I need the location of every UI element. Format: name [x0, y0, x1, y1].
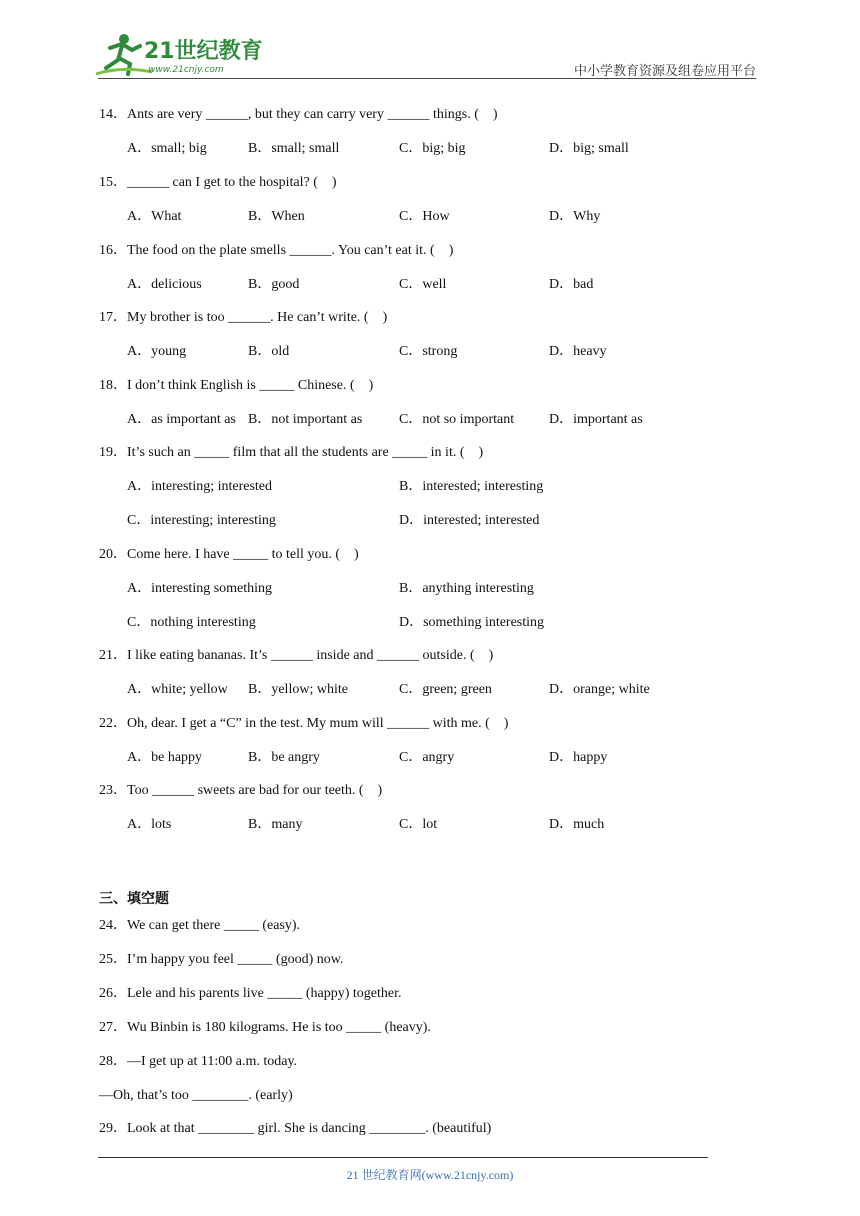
footer-text: 21 世纪教育网(www.21cnjy.com) — [346, 1168, 514, 1182]
answer-option[interactable]: D．much — [549, 817, 605, 832]
svg-text:21世纪教育: 21世纪教育 — [144, 39, 263, 64]
question-text: It’s such an _____ film that all the students are _____ in it. ( ) — [127, 445, 484, 460]
answer-option[interactable]: B．good — [248, 277, 300, 292]
answer-option[interactable]: A．interesting; interested — [127, 479, 273, 494]
question-number: 16． — [99, 243, 127, 258]
question-text: My brother is too ______. He can’t write. ( ) — [127, 310, 388, 325]
answer-option[interactable]: B．be angry — [248, 750, 320, 765]
answer-option[interactable]: B．many — [248, 817, 303, 832]
fill-question — [99, 1120, 491, 1138]
answer-option[interactable]: B．not important as — [248, 412, 363, 427]
answer-option[interactable]: A．lots — [127, 817, 172, 832]
site-logo — [92, 30, 267, 78]
question-number: 17． — [99, 310, 127, 325]
answer-option[interactable]: C．How — [399, 209, 450, 224]
question-text: Come here. I have _____ to tell you. ( ) — [127, 547, 359, 562]
answer-option[interactable]: D．big; small — [549, 141, 629, 156]
fill-question — [99, 985, 401, 1003]
question-stem — [99, 546, 359, 564]
question-number: 27． — [99, 1020, 127, 1035]
question-text: Lele and his parents live _____ (happy) together. — [127, 986, 402, 1001]
answer-option[interactable]: C．strong — [399, 344, 458, 359]
question-stem — [99, 242, 453, 260]
answer-option[interactable]: A．as important as — [127, 412, 236, 427]
question-number: 26． — [99, 986, 127, 1001]
question-text: ______ can I get to the hospital? ( ) — [127, 175, 337, 190]
question-stem — [99, 444, 483, 462]
answer-option[interactable]: A．small; big — [127, 141, 207, 156]
answer-option[interactable]: A．What — [127, 209, 182, 224]
question-text: I don’t think English is _____ Chinese. ( ) — [127, 378, 374, 393]
answer-option[interactable]: A．be happy — [127, 750, 203, 765]
answer-option[interactable]: D．important as — [549, 412, 643, 427]
answer-option[interactable]: D．orange; white — [549, 682, 650, 697]
answer-option[interactable]: A．young — [127, 344, 187, 359]
answer-option[interactable]: B．yellow; white — [248, 682, 348, 697]
answer-option[interactable]: C．green; green — [399, 682, 492, 697]
fill-question — [99, 951, 343, 969]
question-text: Oh, dear. I get a “C” in the test. My mum will ______ with me. ( ) — [127, 716, 509, 731]
question-text: —Oh, that’s too ________. (early) — [99, 1088, 293, 1103]
answer-option[interactable]: B．When — [248, 209, 305, 224]
question-stem — [99, 309, 387, 327]
question-text: The food on the plate smells ______. You can’t eat it. ( ) — [127, 243, 454, 258]
footer-divider — [98, 1157, 708, 1158]
question-stem — [99, 647, 493, 665]
answer-option[interactable]: B．old — [248, 344, 290, 359]
question-stem — [99, 106, 498, 124]
answer-option[interactable]: B．interested; interesting — [399, 479, 544, 494]
answer-option[interactable]: C．nothing interesting — [127, 615, 256, 630]
question-text: —I get up at 11:00 a.m. today. — [127, 1054, 298, 1069]
question-number: 28． — [99, 1054, 127, 1069]
answer-option[interactable]: B．small; small — [248, 141, 340, 156]
question-number: 22． — [99, 716, 127, 731]
question-text: I like eating bananas. It’s ______ inside and ______ outside. ( ) — [127, 648, 494, 663]
question-text: Look at that ________ girl. She is dancing ________. (beautiful) — [127, 1121, 492, 1136]
answer-option[interactable]: D．Why — [549, 209, 601, 224]
answer-option[interactable]: D．bad — [549, 277, 594, 292]
question-text: Wu Binbin is 180 kilograms. He is too _____ (heavy). — [127, 1020, 431, 1035]
question-number: 25． — [99, 952, 127, 967]
question-number: 18． — [99, 378, 127, 393]
header-divider — [98, 78, 756, 79]
answer-option[interactable]: C．big; big — [399, 141, 466, 156]
question-number: 14． — [99, 107, 127, 122]
fill-question — [99, 1019, 431, 1037]
answer-option[interactable]: A．delicious — [127, 277, 202, 292]
question-number: 23． — [99, 783, 127, 798]
question-stem — [99, 715, 508, 733]
answer-option[interactable]: C．interesting; interesting — [127, 513, 276, 528]
svg-text:www.21cnjy.com: www.21cnjy.com — [148, 65, 224, 75]
fill-question — [99, 1053, 297, 1071]
question-stem — [99, 782, 382, 800]
question-number: 20． — [99, 547, 127, 562]
answer-option[interactable]: D．interested; interested — [399, 513, 540, 528]
section-title: 三、填空题 — [99, 891, 169, 907]
answer-option[interactable]: B．anything interesting — [399, 581, 534, 596]
answer-option[interactable]: C．well — [399, 277, 447, 292]
fill-question — [99, 1087, 293, 1105]
answer-option[interactable]: D．happy — [549, 750, 608, 765]
page-header — [0, 0, 860, 80]
answer-option[interactable]: D．heavy — [549, 344, 607, 359]
question-number: 21． — [99, 648, 127, 663]
answer-option[interactable]: A．white; yellow — [127, 682, 228, 697]
question-text: We can get there _____ (easy). — [127, 918, 301, 933]
question-stem — [99, 377, 373, 395]
answer-option[interactable]: D．something interesting — [399, 615, 545, 630]
question-number: 19． — [99, 445, 127, 460]
question-number: 24． — [99, 918, 127, 933]
answer-option[interactable]: C．angry — [399, 750, 455, 765]
question-text: Too ______ sweets are bad for our teeth. ( ) — [127, 783, 383, 798]
platform-name: 中小学教育资源及组卷应用平台 — [573, 64, 756, 79]
fill-question — [99, 917, 300, 935]
answer-option[interactable]: A．interesting something — [127, 581, 273, 596]
question-text: I’m happy you feel _____ (good) now. — [127, 952, 344, 967]
answer-option[interactable]: C．lot — [399, 817, 438, 832]
question-number: 29． — [99, 1121, 127, 1136]
question-number: 15． — [99, 175, 127, 190]
question-stem — [99, 174, 337, 192]
answer-option[interactable]: C．not so important — [399, 412, 515, 427]
question-text: Ants are very ______, but they can carry very ______ things. ( ) — [127, 107, 498, 122]
